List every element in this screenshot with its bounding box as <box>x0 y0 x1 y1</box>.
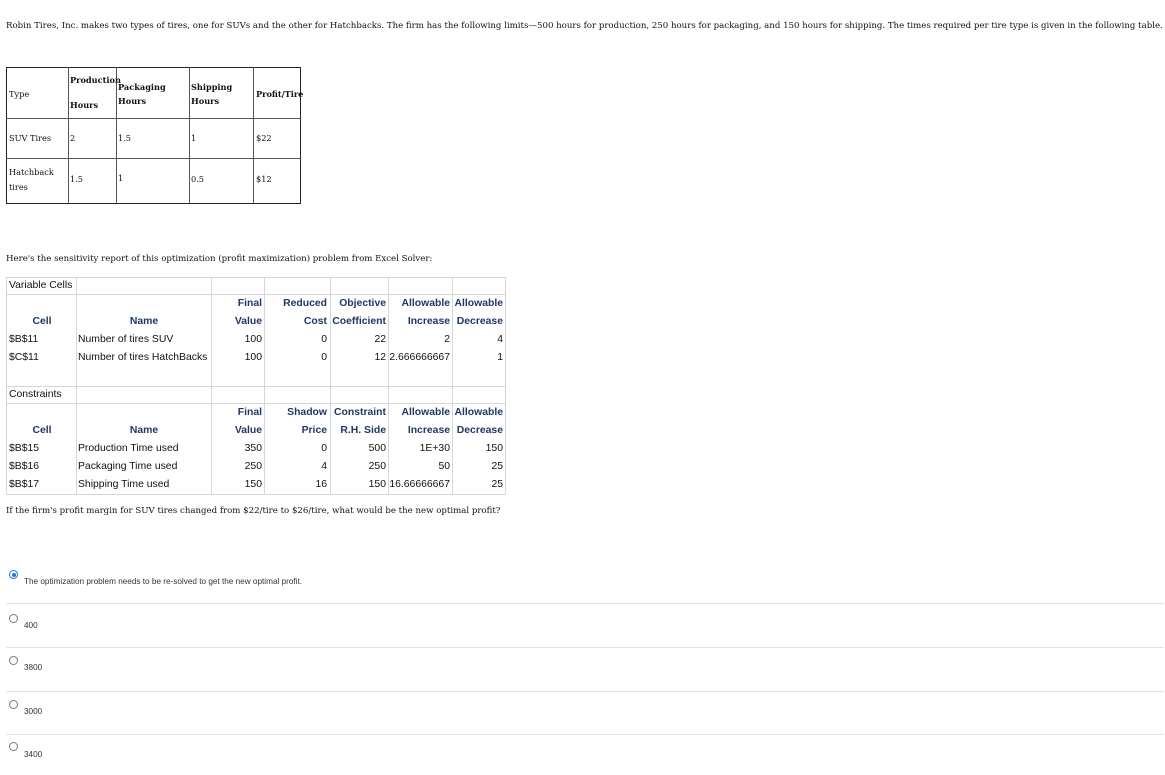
tires-row-suv-shipping: 1 <box>191 133 197 143</box>
con-header-final: Final <box>237 407 262 418</box>
con-header-rhs: R.H. Side <box>340 425 386 436</box>
con-header-price: Price <box>301 425 327 436</box>
var-row-2-allow-dec: 1 <box>497 352 503 363</box>
con-header-decrease: Decrease <box>456 425 503 436</box>
var-header-objective: Objective <box>339 298 386 309</box>
option-label[interactable]: 3800 <box>24 663 43 672</box>
radio-icon[interactable] <box>9 656 18 665</box>
var-row-2-allow-inc: 2.666666667 <box>389 352 450 363</box>
con-row-1-allow-dec: 150 <box>485 443 503 454</box>
tires-row-hatch-packaging: 1 <box>118 173 124 183</box>
con-row-1-final: 350 <box>244 443 262 454</box>
tires-header-packaging: Packaging <box>118 82 166 92</box>
con-header-shadow: Shadow <box>287 407 327 418</box>
con-header-allow-inc: Allowable <box>401 407 450 418</box>
con-row-2-shadow: 4 <box>321 461 327 472</box>
tires-row-suv-profit: $22 <box>256 133 272 143</box>
tires-row-hatch-profit: $12 <box>256 174 272 184</box>
var-row-2-objective: 12 <box>374 352 386 363</box>
tires-header-production-hours: Hours <box>70 100 99 110</box>
radio-icon[interactable] <box>9 614 18 623</box>
var-row-1-allow-dec: 4 <box>497 334 503 345</box>
var-row-2-reduced: 0 <box>321 352 327 363</box>
var-header-decrease: Decrease <box>456 316 503 327</box>
option-label[interactable]: The optimization problem needs to be re-solved to get the new optimal profit. <box>24 577 303 586</box>
radio-selected-icon[interactable] <box>9 570 18 579</box>
tires-row-suv-production: 2 <box>70 133 76 143</box>
tires-header-shipping: Shipping <box>191 82 233 92</box>
constraints-title: Constraints <box>9 389 62 400</box>
con-row-2-final: 250 <box>244 461 262 472</box>
var-header-coefficient: Coefficient <box>332 316 386 327</box>
var-row-1-reduced: 0 <box>321 334 327 345</box>
tires-header-profit: Profit/Tire <box>256 89 304 99</box>
con-row-3-shadow: 16 <box>315 479 327 490</box>
con-row-3-name: Shipping Time used <box>78 479 170 490</box>
var-header-name: Name <box>129 316 159 327</box>
option-label[interactable]: 3000 <box>24 707 43 716</box>
option-label[interactable]: 400 <box>24 621 38 630</box>
tires-row-suv-type: SUV Tires <box>9 133 52 143</box>
con-header-allow-dec: Allowable <box>454 407 503 418</box>
var-row-1-name: Number of tires SUV <box>78 334 174 345</box>
con-row-1-cell: $B$15 <box>9 443 40 454</box>
tires-row-hatch-type: Hatchback <box>9 167 54 177</box>
var-row-2-name: Number of tires HatchBacks <box>78 352 208 363</box>
var-row-1-final: 100 <box>244 334 262 345</box>
tires-row-hatch-production: 1.5 <box>70 174 84 184</box>
sensitivity-intro-text: Here's the sensitivity report of this optimization (profit maximization) problem from Excel Solver: <box>6 254 433 264</box>
var-header-final: Final <box>237 298 262 309</box>
var-row-1-cell: $B$11 <box>9 334 39 345</box>
var-header-increase: Increase <box>407 316 450 327</box>
tires-header-shipping-hours: Hours <box>191 96 220 106</box>
radio-icon[interactable] <box>9 700 18 709</box>
con-row-2-allow-dec: 25 <box>491 461 503 472</box>
var-header-allow-inc: Allowable <box>401 298 450 309</box>
con-row-1-rhs: 500 <box>368 443 386 454</box>
var-row-2-final: 100 <box>244 352 262 363</box>
var-header-value: Value <box>234 316 262 327</box>
tires-header-type: Type <box>9 89 30 99</box>
radio-icon[interactable] <box>9 742 18 751</box>
question-text: If the firm's profit margin for SUV tires changed from $22/tire to $26/tire, what would be the new optimal profit? <box>6 506 501 516</box>
con-row-3-allow-dec: 25 <box>491 479 503 490</box>
con-row-2-name: Packaging Time used <box>78 461 178 472</box>
con-row-1-name: Production Time used <box>78 443 179 454</box>
con-header-increase: Increase <box>407 425 450 436</box>
tires-header-packaging-hours: Hours <box>118 96 147 106</box>
problem-intro-text: Robin Tires, Inc. makes two types of tires, one for SUVs and the other for Hatchbacks. The firm has the following limits—500 hours for production, 250 hours for packaging, and 150 hours for shipping. The times required per tire type is given in the following table. <box>6 21 1163 31</box>
tires-row-suv-packaging: 1.5 <box>118 133 132 143</box>
var-row-2-cell: $C$11 <box>9 352 39 363</box>
var-header-cell: Cell <box>32 316 52 327</box>
con-row-1-shadow: 0 <box>321 443 327 454</box>
con-header-constraint: Constraint <box>334 407 386 418</box>
tires-header-production: Production <box>70 75 121 85</box>
con-row-2-allow-inc: 50 <box>438 461 450 472</box>
con-row-3-allow-inc: 16.66666667 <box>389 479 450 490</box>
var-header-cost: Cost <box>303 316 327 327</box>
var-header-allow-dec: Allowable <box>454 298 503 309</box>
con-header-name: Name <box>129 425 159 436</box>
tires-row-hatch-shipping: 0.5 <box>191 174 205 184</box>
var-header-reduced: Reduced <box>283 298 327 309</box>
variable-cells-title: Variable Cells <box>9 280 73 291</box>
con-row-2-cell: $B$16 <box>9 461 40 472</box>
con-row-2-rhs: 250 <box>368 461 386 472</box>
option-label[interactable]: 3400 <box>24 750 43 759</box>
con-row-3-final: 150 <box>244 479 262 490</box>
var-row-1-allow-inc: 2 <box>444 334 450 345</box>
con-row-3-rhs: 150 <box>368 479 386 490</box>
con-header-value: Value <box>234 425 262 436</box>
tires-row-hatch-type-2: tires <box>9 182 28 192</box>
con-row-3-cell: $B$17 <box>9 479 40 490</box>
con-row-1-allow-inc: 1E+30 <box>419 443 450 454</box>
con-header-cell: Cell <box>32 425 52 436</box>
var-row-1-objective: 22 <box>374 334 386 345</box>
